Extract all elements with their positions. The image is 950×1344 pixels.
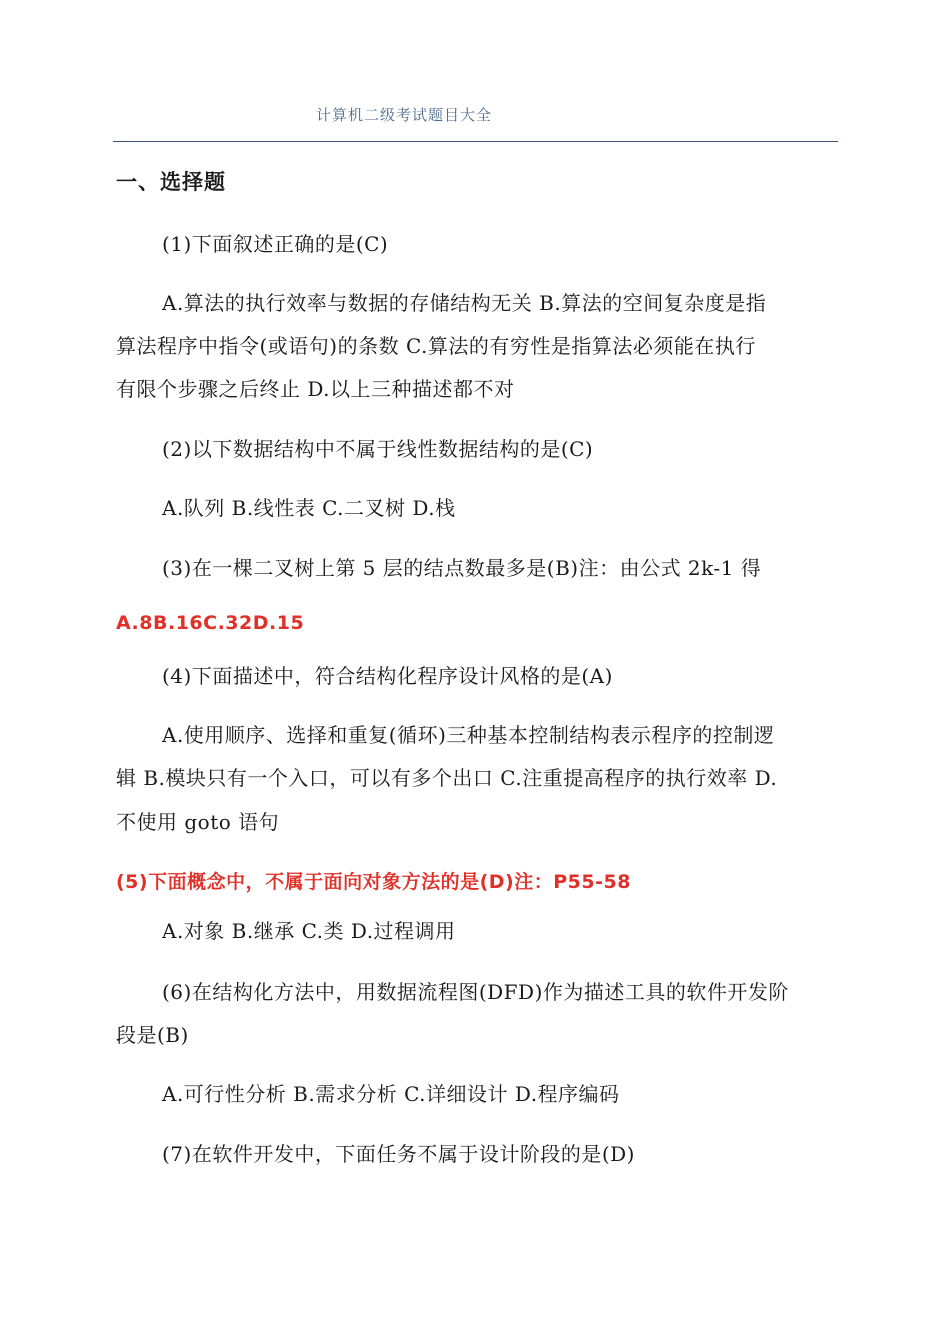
document-header-title: 计算机二级考试题目大全	[316, 106, 493, 124]
question-5-options: A.对象 B.继承 C.类 D.过程调用	[162, 919, 456, 943]
question-6-options: A.可行性分析 B.需求分析 C.详细设计 D.程序编码	[162, 1082, 620, 1106]
question-1-options-line-3: 有限个步骤之后终止 D.以上三种描述都不对	[116, 377, 515, 401]
question-7-stem: (7)在软件开发中，下面任务不属于设计阶段的是(D)	[162, 1142, 635, 1166]
question-2-stem: (2)以下数据结构中不属于线性数据结构的是(C)	[162, 437, 594, 461]
question-1-options-line-1: A.算法的执行效率与数据的存储结构无关 B.算法的空间复杂度是指	[162, 291, 767, 315]
question-1-stem: (1)下面叙述正确的是(C)	[162, 232, 389, 256]
question-5-stem: (5)下面概念中，不属于面向对象方法的是(D)注：P55-58	[116, 871, 631, 893]
question-4-options-line-3: 不使用 goto 语句	[116, 810, 280, 834]
question-3-stem: (3)在一棵二叉树上第 5 层的结点数最多是(B)注：由公式 2k-1 得	[162, 556, 762, 580]
question-2-options: A.队列 B.线性表 C.二叉树 D.栈	[162, 496, 456, 520]
question-6-stem-line-1: (6)在结构化方法中，用数据流程图(DFD)作为描述工具的软件开发阶	[162, 980, 789, 1004]
section-title: 一、选择题	[116, 170, 226, 194]
header-divider	[113, 141, 838, 142]
question-6-stem-line-2: 段是(B)	[116, 1023, 189, 1047]
question-1-options-line-2: 算法程序中指令(或语句)的条数 C.算法的有穷性是指算法必须能在执行	[116, 334, 756, 358]
question-3-options: A.8B.16C.32D.15	[116, 612, 305, 634]
question-4-options-line-2: 辑 B.模块只有一个入口，可以有多个出口 C.注重提高程序的执行效率 D.	[116, 766, 778, 790]
question-4-options-line-1: A.使用顺序、选择和重复(循环)三种基本控制结构表示程序的控制逻	[162, 723, 775, 747]
question-4-stem: (4)下面描述中，符合结构化程序设计风格的是(A)	[162, 664, 613, 688]
